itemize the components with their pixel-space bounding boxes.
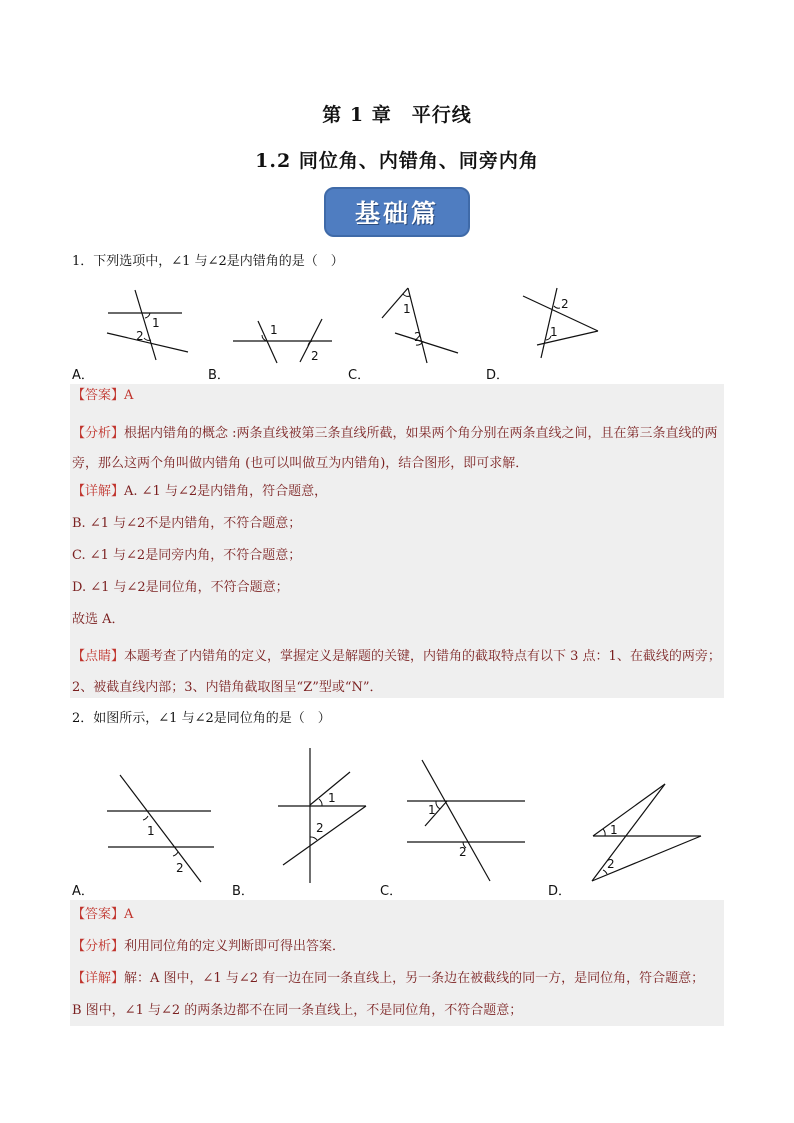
q2a-label-2: 2 xyxy=(176,861,184,875)
q1-detail-2: C. ∠1 与∠2是同旁内角，不符合题意； xyxy=(72,548,302,563)
q1-option-a: A． xyxy=(72,368,94,383)
q1-figure-c xyxy=(382,288,458,363)
answer-tag: 【答案】 xyxy=(72,388,125,403)
q2-option-a: A． xyxy=(72,884,94,899)
analysis-tag: 【分析】 xyxy=(72,939,125,954)
q1-figure-d xyxy=(523,288,598,358)
q2b-label-1: 1 xyxy=(328,791,336,805)
q1c-label-1: 1 xyxy=(403,302,411,316)
detail-text: A. ∠1 与∠2是内错角，符合题意， xyxy=(124,484,328,499)
q2d-label-2: 2 xyxy=(607,857,615,871)
q1d-label-1: 1 xyxy=(550,325,558,339)
detail-tag: 【详解】 xyxy=(72,484,125,499)
q1-detail-4: 故选 A． xyxy=(72,612,125,627)
q1-detail-3: D. ∠1 与∠2是同位角，不符合题意； xyxy=(72,580,289,595)
q1-figure-b xyxy=(233,319,332,363)
q1-figure-a xyxy=(107,290,188,360)
q1b-label-2: 2 xyxy=(311,349,319,363)
answer-value: A xyxy=(124,388,134,403)
q2a-label-1: 1 xyxy=(147,824,155,838)
answer-tag: 【答案】 xyxy=(72,907,125,922)
q2-detail-1: B 图中，∠1 与∠2 的两条边都不在同一条直线上，不是同位角，不符合题意； xyxy=(72,1003,523,1018)
question-2-figures xyxy=(70,740,720,885)
q2b-label-2: 2 xyxy=(316,821,324,835)
question-2-stem: 2．如图所示，∠1 与∠2是同位角的是（ ） xyxy=(72,711,331,726)
q2c-label-2: 2 xyxy=(459,845,467,859)
q2-analysis xyxy=(72,937,724,957)
q2-figure-d xyxy=(592,784,701,881)
q2-option-c: C． xyxy=(380,884,403,899)
q1-option-c: C． xyxy=(348,368,371,383)
q2-figure-c xyxy=(407,760,525,881)
analysis-text: 根据内错角的概念 :两条直线被第三条直线所截，如果两个角分别在两条直线之间，且在第三条直线的两旁，那么这两个角叫做内错角 (也可以叫做互为内错角)，结合图形，即可求解． xyxy=(72,426,718,471)
q1a-label-2: 2 xyxy=(136,329,144,343)
detail-tag: 【详解】 xyxy=(72,971,125,986)
q2d-label-1: 1 xyxy=(610,823,618,837)
q1-analysis xyxy=(72,419,724,479)
q2-answer xyxy=(72,905,724,925)
q2-figure-b xyxy=(278,748,366,883)
q1-answer xyxy=(72,386,724,406)
chapter-title: 第 1 章 平行线 xyxy=(322,104,472,126)
detail-text: 解：A 图中，∠1 与∠2 有一边在同一条直线上，另一条边在被截线的同一方，是同位角，符合题意； xyxy=(124,971,705,986)
q1-detail-0 xyxy=(72,482,724,502)
answer-value: A xyxy=(124,907,134,922)
q1-option-b: B． xyxy=(208,368,230,383)
question-1-stem: 1．下列选项中，∠1 与∠2是内错角的是（ ） xyxy=(72,254,344,269)
level-badge: 基础篇 xyxy=(324,187,470,237)
q2-option-b: B． xyxy=(232,884,254,899)
q1d-label-2: 2 xyxy=(561,297,569,311)
q1-option-d: D． xyxy=(486,368,510,383)
q2-detail-0 xyxy=(72,969,724,989)
q1a-label-1: 1 xyxy=(152,316,160,330)
q1b-label-1: 1 xyxy=(270,323,278,337)
q2-figure-a xyxy=(107,775,214,882)
analysis-text: 利用同位角的定义判断即可得出答案． xyxy=(124,939,346,954)
q1-detail-1: B. ∠1 与∠2不是内错角，不符合题意； xyxy=(72,516,302,531)
comment-tag: 【点睛】 xyxy=(72,649,125,664)
q1-comment xyxy=(72,641,724,703)
analysis-tag: 【分析】 xyxy=(72,426,125,441)
q1c-label-2: 2 xyxy=(414,330,422,344)
q2c-label-1: 1 xyxy=(428,803,436,817)
section-title: 1.2 同位角、内错角、同旁内角 xyxy=(255,150,539,172)
comment-text: 本题考查了内错角的定义，掌握定义是解题的关键，内错角的截取特点有以下 3 点：1、在截线的两旁；2、被截直线内部；3、内错角截取图呈“Z”型或“N”． xyxy=(72,649,721,695)
q2-option-d: D． xyxy=(548,884,572,899)
